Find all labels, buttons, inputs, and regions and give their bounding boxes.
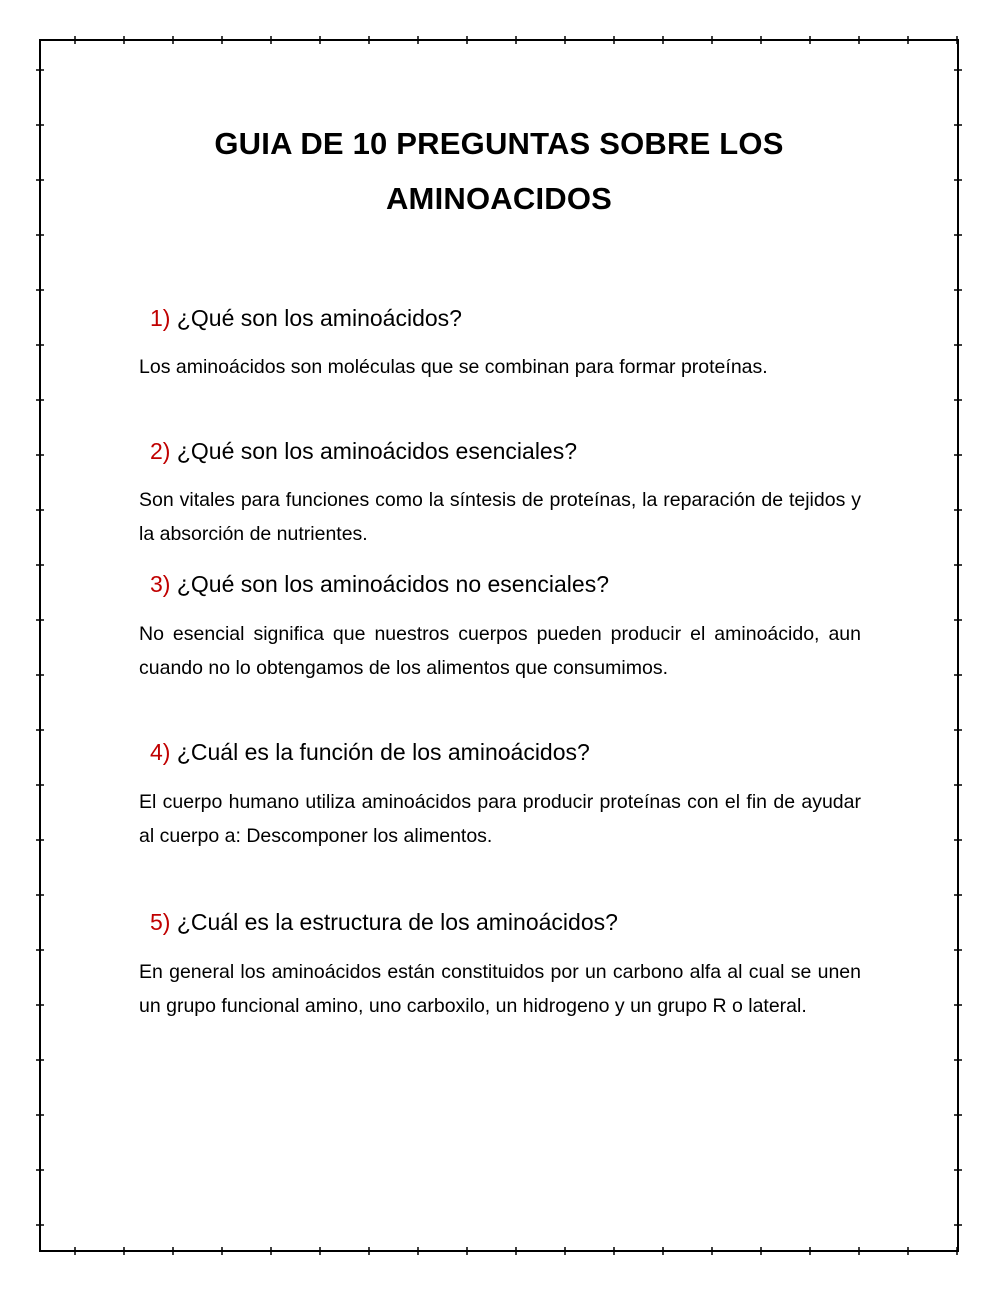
- question-3: [150, 569, 609, 599]
- question-4: [150, 737, 590, 767]
- question-1: [150, 303, 462, 333]
- question-2: [150, 436, 577, 466]
- question-5-number: 5): [150, 909, 171, 935]
- page-title-line-2: AMINOACIDOS: [385, 181, 613, 216]
- answer-4: El cuerpo humano utiliza aminoácidos para producir proteínas con el fin de ayudar al cuerpo a: Descomponer los alimentos.: [139, 791, 861, 847]
- question-2-text: ¿Qué son los aminoácidos esenciales?: [170, 438, 578, 464]
- question-3-number: 3): [150, 571, 171, 597]
- question-1-number: 1): [150, 305, 171, 331]
- question-4-number: 4): [150, 739, 171, 765]
- question-5-text: ¿Cuál es la estructura de los aminoácidos?: [170, 909, 618, 935]
- page-title-line-1: GUIA DE 10 PREGUNTAS SOBRE LOS: [214, 126, 784, 161]
- answer-5: En general los aminoácidos están constituidos por un carbono alfa al cual se unen un grupo funcional amino, uno carboxilo, un hidrogeno y un grupo R o lateral.: [139, 961, 861, 1017]
- question-1-text: ¿Qué son los aminoácidos?: [170, 305, 462, 331]
- question-2-number: 2): [150, 438, 171, 464]
- question-5: [150, 907, 618, 937]
- answer-2: Son vitales para funciones como la síntesis de proteínas, la reparación de tejidos y la absorción de nutrientes.: [139, 489, 861, 545]
- answer-1: Los aminoácidos son moléculas que se combinan para formar proteínas.: [139, 356, 768, 378]
- question-4-text: ¿Cuál es la función de los aminoácidos?: [170, 739, 590, 765]
- answer-3: No esencial significa que nuestros cuerpos pueden producir el aminoácido, aun cuando no lo obtengamos de los alimentos que consumimos.: [139, 623, 861, 679]
- question-3-text: ¿Qué son los aminoácidos no esenciales?: [170, 571, 609, 597]
- page-title: [39, 116, 959, 226]
